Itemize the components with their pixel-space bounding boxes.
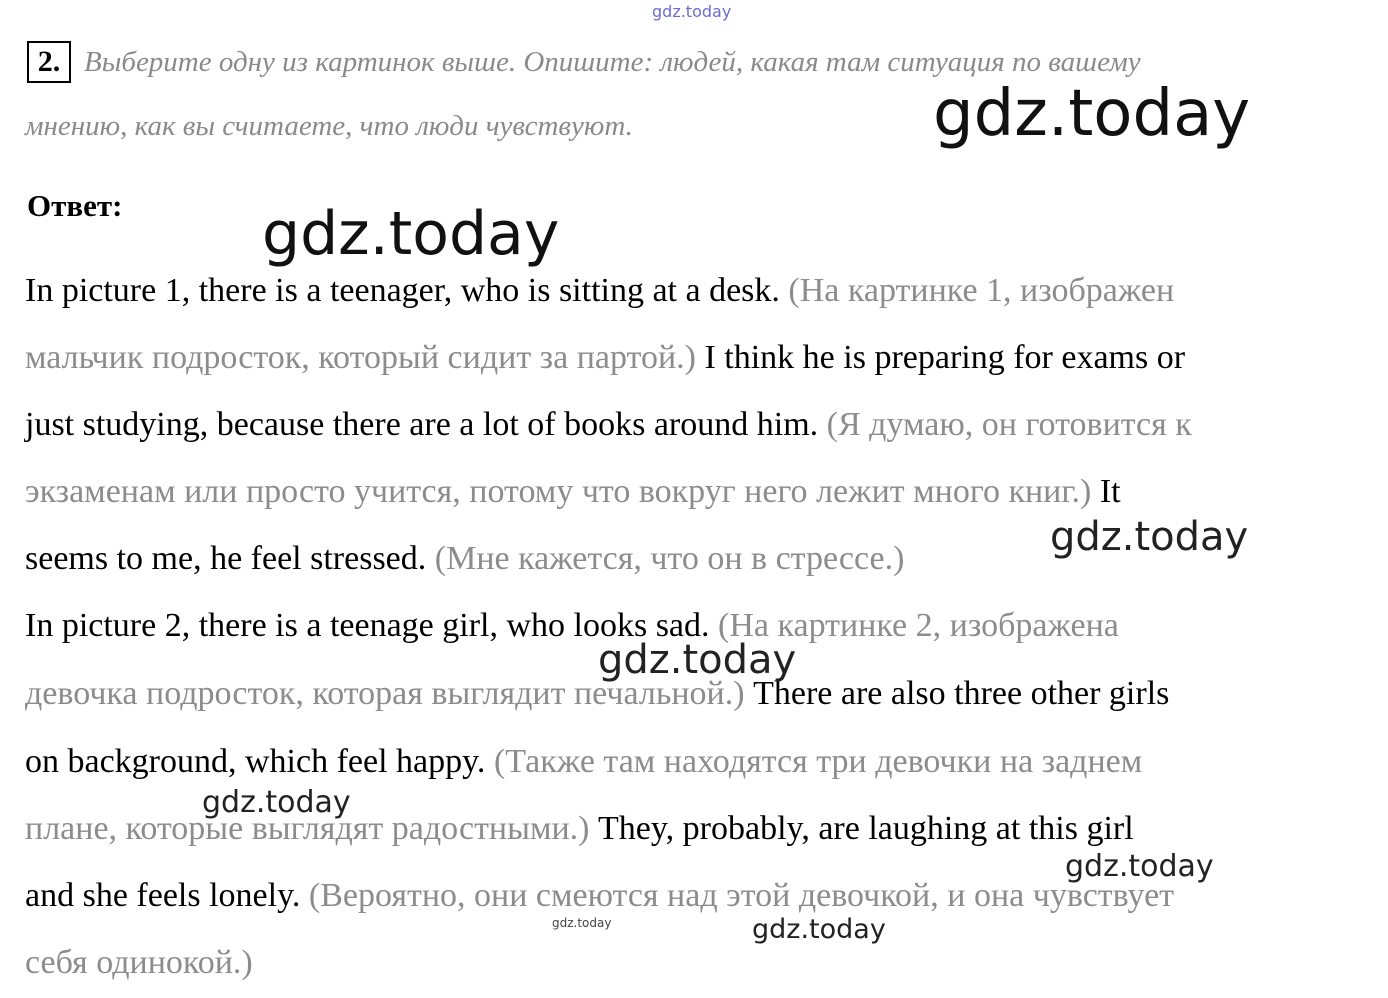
russian-translation: девочка подросток, которая выглядит печальной.) [25, 675, 754, 712]
answer-label: Ответ: [27, 188, 123, 223]
task-text-line-2: мнению, как вы считаете, что люди чувствуют. [25, 110, 633, 142]
russian-translation: (На картинке 1, изображен [788, 272, 1175, 309]
english-text: seems to me, he feel stressed. [25, 540, 435, 577]
answer-line-1 [25, 271, 1174, 311]
english-text: There are also three other girls [753, 675, 1170, 712]
english-text: on background, which feel happy. [25, 743, 494, 780]
answer-line-9 [25, 809, 1134, 849]
watermark-small-2: gdz.today [1065, 849, 1214, 884]
watermark-small-1: gdz.today [202, 785, 351, 820]
russian-translation: себя одинокой.) [25, 944, 253, 981]
russian-translation: экзаменам или просто учится, потому что вокруг него лежит много книг.) [25, 473, 1100, 510]
english-text: I think he is preparing for exams or [704, 339, 1186, 376]
watermark-small-3: gdz.today [752, 914, 886, 945]
english-text: It [1099, 473, 1121, 510]
english-text: and she feels lonely. [25, 877, 309, 914]
english-text: In picture 1, there is a teenager, who is sitting at a desk. [25, 272, 789, 309]
answer-line-8 [25, 742, 1142, 782]
answer-line-5 [25, 539, 904, 579]
task-number: 2. [27, 41, 71, 83]
task-text-line-1: Выберите одну из картинок выше. Опишите: людей, какая там ситуация по вашему [84, 46, 1141, 78]
answer-line-3 [25, 405, 1192, 445]
russian-translation: плане, которые выглядят радостными.) [25, 810, 599, 847]
english-text: They, probably, are laughing at this girl [598, 810, 1134, 847]
watermark-large-1: gdz.today [933, 77, 1251, 151]
answer-line-10 [25, 876, 1174, 916]
answer-line-6 [25, 606, 1119, 646]
answer-line-2 [25, 338, 1185, 378]
watermark-tiny: gdz.today [552, 916, 612, 930]
russian-translation: мальчик подросток, который сидит за партой.) [25, 339, 705, 376]
russian-translation: (Также там находятся три девочки на заднем [493, 743, 1143, 780]
russian-translation: (На картинке 2, изображена [718, 607, 1119, 644]
russian-translation: (Мне кажется, что он в стрессе.) [434, 540, 905, 577]
watermark-medium-1: gdz.today [1050, 514, 1249, 560]
watermark-top: gdz.today [652, 2, 732, 21]
answer-line-4 [25, 472, 1121, 512]
russian-translation: (Вероятно, они смеются над этой девочкой, и она чувствует [308, 877, 1175, 914]
russian-translation: (Я думаю, он готовится к [826, 406, 1192, 443]
answer-line-11 [25, 943, 253, 983]
watermark-medium-2: gdz.today [598, 637, 797, 683]
watermark-large-2: gdz.today [262, 199, 560, 269]
english-text: just studying, because there are a lot of books around him. [25, 406, 827, 443]
english-text: In picture 2, there is a teenage girl, who looks sad. [25, 607, 719, 644]
